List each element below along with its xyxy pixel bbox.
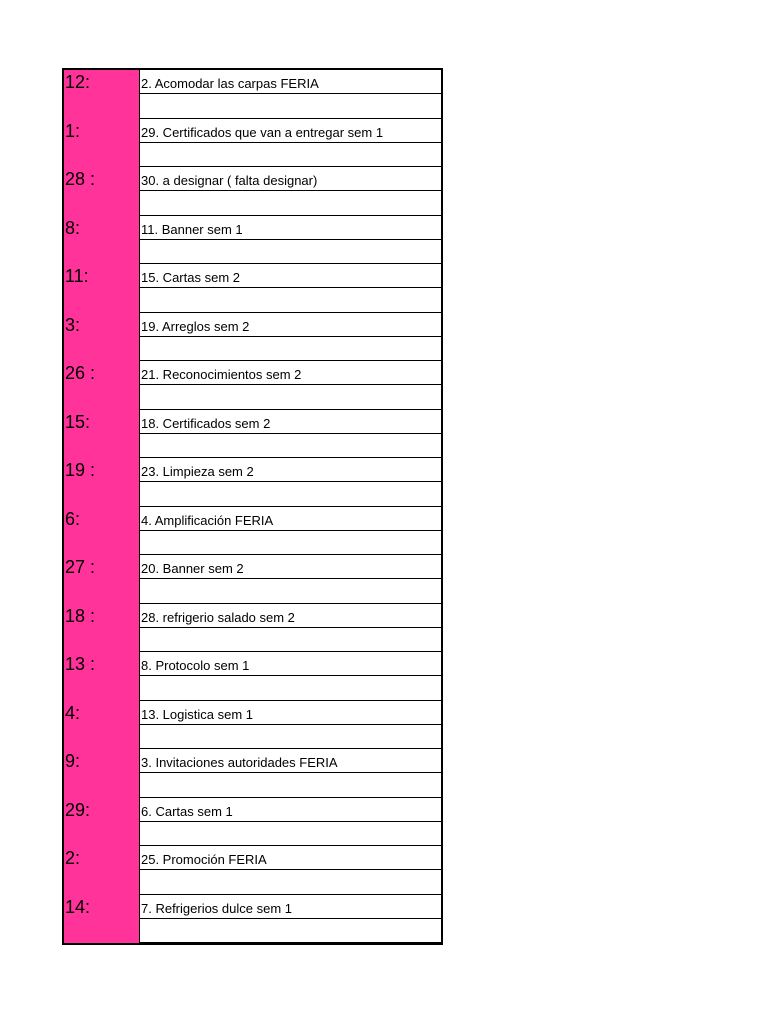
number-cell[interactable]: 4: xyxy=(64,701,140,725)
number-cell[interactable]: 14: xyxy=(64,895,140,919)
number-cell[interactable]: 26 : xyxy=(64,361,140,385)
number-cell[interactable] xyxy=(64,94,140,118)
number-cell[interactable]: 13 : xyxy=(64,652,140,676)
task-cell[interactable] xyxy=(140,676,441,700)
task-cell[interactable]: 6. Cartas sem 1 xyxy=(140,798,441,822)
task-cell[interactable]: 4. Amplificación FERIA xyxy=(140,507,441,531)
number-cell[interactable]: 9: xyxy=(64,749,140,773)
task-cell[interactable]: 7. Refrigerios dulce sem 1 xyxy=(140,895,441,919)
task-cell[interactable]: 11. Banner sem 1 xyxy=(140,216,441,240)
task-cell[interactable]: 18. Certificados sem 2 xyxy=(140,410,441,434)
number-cell[interactable]: 1: xyxy=(64,119,140,143)
task-cell[interactable]: 29. Certificados que van a entregar sem 1 xyxy=(140,119,441,143)
number-cell[interactable] xyxy=(64,919,140,943)
task-cell[interactable]: 20. Banner sem 2 xyxy=(140,555,441,579)
task-cell[interactable] xyxy=(140,725,441,749)
number-cell[interactable] xyxy=(64,870,140,894)
task-cell[interactable] xyxy=(140,919,441,943)
task-cell[interactable] xyxy=(140,385,441,409)
task-cell[interactable] xyxy=(140,94,441,118)
number-cell[interactable] xyxy=(64,579,140,603)
number-cell[interactable]: 27 : xyxy=(64,555,140,579)
number-cell[interactable]: 28 : xyxy=(64,167,140,191)
number-cell[interactable] xyxy=(64,628,140,652)
number-cell[interactable]: 15: xyxy=(64,410,140,434)
number-cell[interactable]: 29: xyxy=(64,798,140,822)
number-cell[interactable] xyxy=(64,191,140,215)
task-cell[interactable] xyxy=(140,240,441,264)
number-cell[interactable]: 11: xyxy=(64,264,140,288)
task-cell[interactable] xyxy=(140,288,441,312)
task-cell[interactable]: 19. Arreglos sem 2 xyxy=(140,313,441,337)
task-cell[interactable]: 21. Reconocimientos sem 2 xyxy=(140,361,441,385)
assignment-table xyxy=(62,68,443,945)
task-cell[interactable]: 3. Invitaciones autoridades FERIA xyxy=(140,749,441,773)
task-cell[interactable]: 2. Acomodar las carpas FERIA xyxy=(140,70,441,94)
number-cell[interactable] xyxy=(64,725,140,749)
task-cell[interactable]: 23. Limpieza sem 2 xyxy=(140,458,441,482)
task-cell[interactable]: 28. refrigerio salado sem 2 xyxy=(140,604,441,628)
number-cell[interactable] xyxy=(64,143,140,167)
number-cell[interactable] xyxy=(64,676,140,700)
number-cell[interactable] xyxy=(64,385,140,409)
number-cell[interactable]: 19 : xyxy=(64,458,140,482)
task-cell[interactable] xyxy=(140,191,441,215)
task-cell[interactable] xyxy=(140,434,441,458)
number-cell[interactable]: 3: xyxy=(64,313,140,337)
task-cell[interactable] xyxy=(140,628,441,652)
task-cell[interactable] xyxy=(140,337,441,361)
number-cell[interactable]: 8: xyxy=(64,216,140,240)
number-cell[interactable] xyxy=(64,531,140,555)
number-cell[interactable] xyxy=(64,337,140,361)
task-cell[interactable]: 13. Logistica sem 1 xyxy=(140,701,441,725)
number-cell[interactable]: 18 : xyxy=(64,604,140,628)
number-cell[interactable] xyxy=(64,240,140,264)
number-cell[interactable] xyxy=(64,773,140,797)
task-cell[interactable] xyxy=(140,822,441,846)
task-cell[interactable] xyxy=(140,143,441,167)
number-cell[interactable] xyxy=(64,822,140,846)
task-cell[interactable] xyxy=(140,870,441,894)
task-cell[interactable]: 15. Cartas sem 2 xyxy=(140,264,441,288)
task-cell[interactable]: 8. Protocolo sem 1 xyxy=(140,652,441,676)
number-cell[interactable]: 12: xyxy=(64,70,140,94)
number-cell[interactable]: 2: xyxy=(64,846,140,870)
number-cell[interactable]: 6: xyxy=(64,507,140,531)
task-cell[interactable] xyxy=(140,773,441,797)
task-cell[interactable] xyxy=(140,482,441,506)
number-cell[interactable] xyxy=(64,482,140,506)
number-cell[interactable] xyxy=(64,288,140,312)
task-cell[interactable] xyxy=(140,579,441,603)
task-cell[interactable] xyxy=(140,531,441,555)
task-cell[interactable]: 30. a designar ( falta designar) xyxy=(140,167,441,191)
task-cell[interactable]: 25. Promoción FERIA xyxy=(140,846,441,870)
number-cell[interactable] xyxy=(64,434,140,458)
